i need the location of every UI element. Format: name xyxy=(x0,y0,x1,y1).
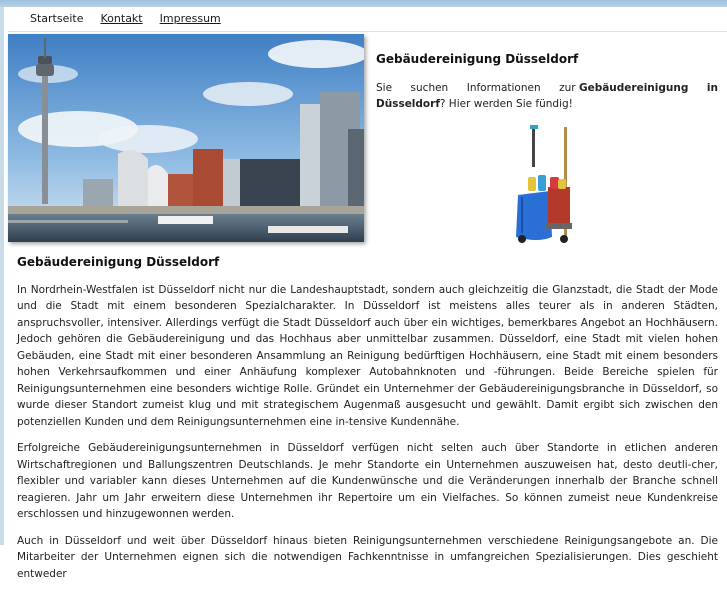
side-intro-text xyxy=(376,80,718,112)
side-title: Gebäudereinigung Düsseldorf xyxy=(376,52,579,66)
intro-word: Sie xyxy=(376,82,393,94)
main-paragraph: In Nordrhein-Westfalen ist Düsseldorf nicht nur die Landeshauptstadt, sondern auch gleichzeitig die Glanzstadt, die Stadt der Mode und die Stadt mit einem besonderen Spezialcharakter. In Düsseldorf ist meistens alles teurer als in anderen Städten, anspruchsvoller, intensiver. Allerdings verfügt die Stadt Düsseldorf auch über ein wichtiges, bemerkbares Angebot an Hochhäusern. Jedoch gehören die Gebäudereinigung und das Hochhaus aber unmittelbar zusammen. Düsseldorf, eine Stadt mit vielen hohen Gebäuden, eine Stadt mit einer besonderen Ansammlung an Reinigung bedürftigen Hochhäusern, eine Stadt mit einem besonders hohen Verkehrsaufkommen und einer Anhäufung komplexer Autobahnknoten und -führungen. Beide Bereiche spielen für Reinigungsunternehmen eine besonders wichtige Rolle. Gründet ein Unternehmer der Gebäudereinigungsbranche in Düsseldorf, so wurde dieser Standort zumeist klug und mit strategischem Augenmaß ausgesucht und gewählt. Damit ergibt sich zwischen den potenziellen Kunden und dem Reinigungsunternehmen eine in-tensive Kundennähe. xyxy=(17,283,718,428)
intro-word: zur xyxy=(559,82,576,94)
intro-bold-duesseldorf: Düsseldorf xyxy=(376,98,440,110)
top-bar xyxy=(0,0,727,7)
main-content xyxy=(17,254,718,592)
side-intro-line-1 xyxy=(376,80,718,96)
cleaning-cart-icon xyxy=(508,125,578,245)
nav-link-startseite[interactable]: Startseite xyxy=(30,12,84,25)
intro-word: Informationen xyxy=(466,82,541,94)
intro-word: suchen xyxy=(410,82,449,94)
intro-tail: ? Hier werden Sie fündig! xyxy=(439,98,573,110)
left-frame-border xyxy=(0,7,4,545)
side-intro-line-2 xyxy=(376,96,718,112)
intro-word: in xyxy=(706,82,718,94)
nav-divider xyxy=(8,31,727,32)
duesseldorf-skyline-photo xyxy=(8,34,364,242)
nav-link-kontakt[interactable]: Kontakt xyxy=(100,12,143,25)
main-navigation xyxy=(30,12,221,28)
nav-link-impressum[interactable]: Impressum xyxy=(159,12,221,25)
main-paragraph: Auch in Düsseldorf und weit über Düsseldorf hinaus bieten Reinigungsunternehmen verschiedene Reinigungsangebote an. Die Mitarbeiter der Unternehmen eignen sich die notwendigen Fachkenntnisse in umfangreichen Spezialisierungen. Dies geschieht entweder xyxy=(17,534,718,580)
main-heading: Gebäudereinigung Düsseldorf xyxy=(17,255,220,269)
intro-bold-gebaeudereinigung: Gebäudereinigung xyxy=(578,82,689,94)
main-paragraph: Erfolgreiche Gebäudereinigungsunternehmen in Düsseldorf verfügen nicht selten auch über Standorte in etlichen anderen Wirtschaftregionen und Ballungszentren Deutschlands. Je mehr Standorte ein Unternehmen auszuweisen hat, desto deutli-cher, flexibler und variabler kann dieses Unternehmen auf die Kundenwünsche und die Veränderungen innerhalb der Branche schnell reagieren. Jahr um Jahr erweitern diese Unternehmen ihr Repertoire um ein Vielfaches. So können zumeist neue Kundenkreise erschlossen und hinzugewonnen werden. xyxy=(17,442,718,520)
